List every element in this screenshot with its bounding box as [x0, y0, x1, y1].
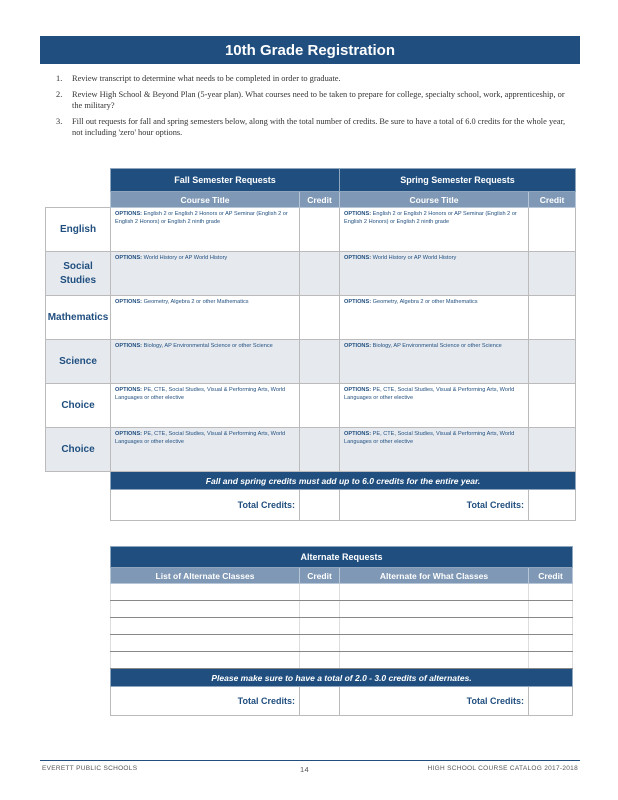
fall-credit-field[interactable]: [300, 296, 340, 340]
fall-options-text: PE, CTE, Social Studies, Visual & Performing Arts, World Languages or other elective: [115, 431, 286, 445]
fall-course-options: [115, 431, 295, 446]
alternate-for-total-credits-field[interactable]: [529, 687, 573, 716]
instruction-item: [56, 90, 576, 112]
credit-notice: Fall and spring credits must add up to 6.0 credits for the entire year.: [111, 472, 576, 490]
fall-total-credits-field[interactable]: [300, 490, 340, 521]
subject-row: [46, 384, 576, 428]
alternate-credit-field[interactable]: [300, 584, 340, 601]
fall-course-field[interactable]: [111, 208, 300, 252]
alternate-credit-field[interactable]: [300, 618, 340, 635]
alternate-credit-field[interactable]: [300, 635, 340, 652]
instruction-text: Review High School & Beyond Plan (5-year plan). What courses need to be taken to prepare for college, specialty school, work, apprenticeship, or the military?: [72, 89, 565, 110]
spring-total-credits-label: Total Credits:: [340, 490, 529, 521]
alternate-for-field[interactable]: [340, 601, 529, 618]
page-title: 10th Grade Registration: [40, 36, 580, 64]
subject-row: [46, 340, 576, 384]
alternate-class-field[interactable]: [111, 618, 300, 635]
alternate-class-field[interactable]: [111, 584, 300, 601]
alternate-row: [111, 635, 573, 652]
alternate-credit-field-2[interactable]: [529, 601, 573, 618]
fall-credit-field[interactable]: [300, 208, 340, 252]
fall-credit-field[interactable]: [300, 384, 340, 428]
semester-requests-table: [45, 168, 576, 521]
options-prefix: OPTIONS:: [344, 255, 372, 261]
spring-credit-header: Credit: [529, 192, 576, 208]
fall-course-options: [115, 343, 295, 351]
fall-course-field[interactable]: [111, 384, 300, 428]
alternate-notice: Please make sure to have a total of 2.0 - 3.0 credits of alternates.: [111, 669, 573, 687]
fall-course-options: [115, 211, 295, 226]
subject-row: [46, 252, 576, 296]
spring-course-field[interactable]: [340, 208, 529, 252]
alternate-requests-header: Alternate Requests: [111, 547, 573, 568]
fall-course-field[interactable]: [111, 428, 300, 472]
footer-catalog: HIGH SCHOOL COURSE CATALOG 2017-2018: [427, 765, 578, 772]
fall-course-options: [115, 255, 295, 263]
alternate-total-credits-label: Total Credits:: [111, 687, 300, 716]
spring-options-text: Biology, AP Environmental Science or other Science: [372, 343, 502, 349]
alternate-credit-header: Credit: [300, 568, 340, 584]
subject-label: Choice: [46, 384, 111, 428]
options-prefix: OPTIONS:: [115, 431, 143, 437]
footer-district: EVERETT PUBLIC SCHOOLS: [42, 765, 138, 772]
fall-course-options: [115, 299, 295, 307]
alternate-row: [111, 601, 573, 618]
options-prefix: OPTIONS:: [344, 431, 372, 437]
subject-label: Science: [46, 340, 111, 384]
spring-course-options: [344, 255, 524, 263]
instruction-number: 2.: [56, 89, 63, 99]
spring-course-field[interactable]: [340, 384, 529, 428]
options-prefix: OPTIONS:: [115, 299, 143, 305]
spring-credit-field[interactable]: [529, 340, 576, 384]
spring-options-text: PE, CTE, Social Studies, Visual & Performing Arts, World Languages or other elective: [344, 387, 515, 401]
subject-row: [46, 296, 576, 340]
alternate-requests-table: [110, 546, 573, 716]
subject-label: Choice: [46, 428, 111, 472]
alternate-credit-field[interactable]: [300, 601, 340, 618]
fall-credit-field[interactable]: [300, 340, 340, 384]
instructions-list: [56, 74, 576, 144]
alternate-for-field[interactable]: [340, 635, 529, 652]
options-prefix: OPTIONS:: [344, 343, 372, 349]
options-prefix: OPTIONS:: [115, 211, 143, 217]
fall-credit-header: Credit: [300, 192, 340, 208]
subject-label: Mathematics: [46, 296, 111, 340]
fall-options-text: World History or AP World History: [143, 255, 228, 261]
alternate-row: [111, 584, 573, 601]
alternate-credit-field[interactable]: [300, 652, 340, 669]
spring-course-options: [344, 211, 524, 226]
fall-course-options: [115, 387, 295, 402]
fall-options-text: PE, CTE, Social Studies, Visual & Performing Arts, World Languages or other elective: [115, 387, 286, 401]
instruction-text: Review transcript to determine what needs to be completed in order to graduate.: [72, 74, 341, 83]
alternate-for-field[interactable]: [340, 618, 529, 635]
options-prefix: OPTIONS:: [344, 387, 372, 393]
subject-label: Social Studies: [46, 252, 111, 296]
spring-credit-field[interactable]: [529, 384, 576, 428]
alternate-credit-field-2[interactable]: [529, 618, 573, 635]
alternate-row: [111, 652, 573, 669]
fall-credit-field[interactable]: [300, 428, 340, 472]
spring-total-credits-field[interactable]: [529, 490, 576, 521]
alternate-row: [111, 618, 573, 635]
spring-options-text: World History or AP World History: [372, 255, 457, 261]
spring-course-options: [344, 299, 524, 307]
instruction-text: Fill out requests for fall and spring semesters below, along with the total number of credits. Be sure to have a total of 6.0 credits for the whole year, not including 'zero' hour options.: [72, 116, 566, 137]
fall-course-field[interactable]: [111, 296, 300, 340]
alternate-for-field[interactable]: [340, 652, 529, 669]
fall-course-field[interactable]: [111, 340, 300, 384]
fall-options-text: Biology, AP Environmental Science or other Science: [143, 343, 273, 349]
fall-options-text: Geometry, Algebra 2 or other Mathematics: [143, 299, 249, 305]
spring-options-text: Geometry, Algebra 2 or other Mathematics: [372, 299, 478, 305]
spring-course-options: [344, 431, 524, 446]
spring-course-field[interactable]: [340, 296, 529, 340]
spring-course-field[interactable]: [340, 428, 529, 472]
spring-credit-field[interactable]: [529, 208, 576, 252]
spring-course-options: [344, 343, 524, 351]
spring-course-options: [344, 387, 524, 402]
options-prefix: OPTIONS:: [115, 343, 143, 349]
instruction-item: [56, 117, 576, 139]
subject-row: [46, 208, 576, 252]
footer-page-number: 14: [300, 765, 309, 774]
spring-credit-field[interactable]: [529, 428, 576, 472]
subject-row: [46, 428, 576, 472]
alternate-credit-field-2[interactable]: [529, 584, 573, 601]
spring-credit-field[interactable]: [529, 296, 576, 340]
alternate-for-field[interactable]: [340, 584, 529, 601]
instruction-number: 1.: [56, 74, 63, 83]
spring-semester-header: Spring Semester Requests: [340, 169, 576, 192]
fall-credit-field[interactable]: [300, 252, 340, 296]
spring-course-field[interactable]: [340, 252, 529, 296]
alternate-credit-header-2: Credit: [529, 568, 573, 584]
footer-divider: [40, 760, 580, 761]
spring-options-text: PE, CTE, Social Studies, Visual & Performing Arts, World Languages or other elective: [344, 431, 515, 445]
alternate-class-field[interactable]: [111, 635, 300, 652]
fall-total-credits-label: Total Credits:: [111, 490, 300, 521]
alternate-total-credits-field[interactable]: [300, 687, 340, 716]
alternate-credit-field-2[interactable]: [529, 652, 573, 669]
fall-course-field[interactable]: [111, 252, 300, 296]
fall-semester-header: Fall Semester Requests: [111, 169, 340, 192]
alternate-for-total-credits-label: Total Credits:: [340, 687, 529, 716]
instruction-item: [56, 74, 576, 85]
fall-course-title-header: Course Title: [111, 192, 300, 208]
alternate-credit-field-2[interactable]: [529, 635, 573, 652]
options-prefix: OPTIONS:: [115, 255, 143, 261]
alternate-for-what-header: Alternate for What Classes: [340, 568, 529, 584]
alternate-class-field[interactable]: [111, 652, 300, 669]
spring-options-text: English 2 or English 2 Honors or AP Seminar (English 2 or English 2 Honors) or English 2 ninth grade: [344, 211, 517, 225]
subject-label: English: [46, 208, 111, 252]
options-prefix: OPTIONS:: [344, 211, 372, 217]
alternate-class-field[interactable]: [111, 601, 300, 618]
spring-course-title-header: Course Title: [340, 192, 529, 208]
spring-course-field[interactable]: [340, 340, 529, 384]
spring-credit-field[interactable]: [529, 252, 576, 296]
options-prefix: OPTIONS:: [344, 299, 372, 305]
instruction-number: 3.: [56, 116, 63, 126]
fall-options-text: English 2 or English 2 Honors or AP Seminar (English 2 or English 2 Honors) or English 2 ninth grade: [115, 211, 288, 225]
alternate-list-header: List of Alternate Classes: [111, 568, 300, 584]
options-prefix: OPTIONS:: [115, 387, 143, 393]
